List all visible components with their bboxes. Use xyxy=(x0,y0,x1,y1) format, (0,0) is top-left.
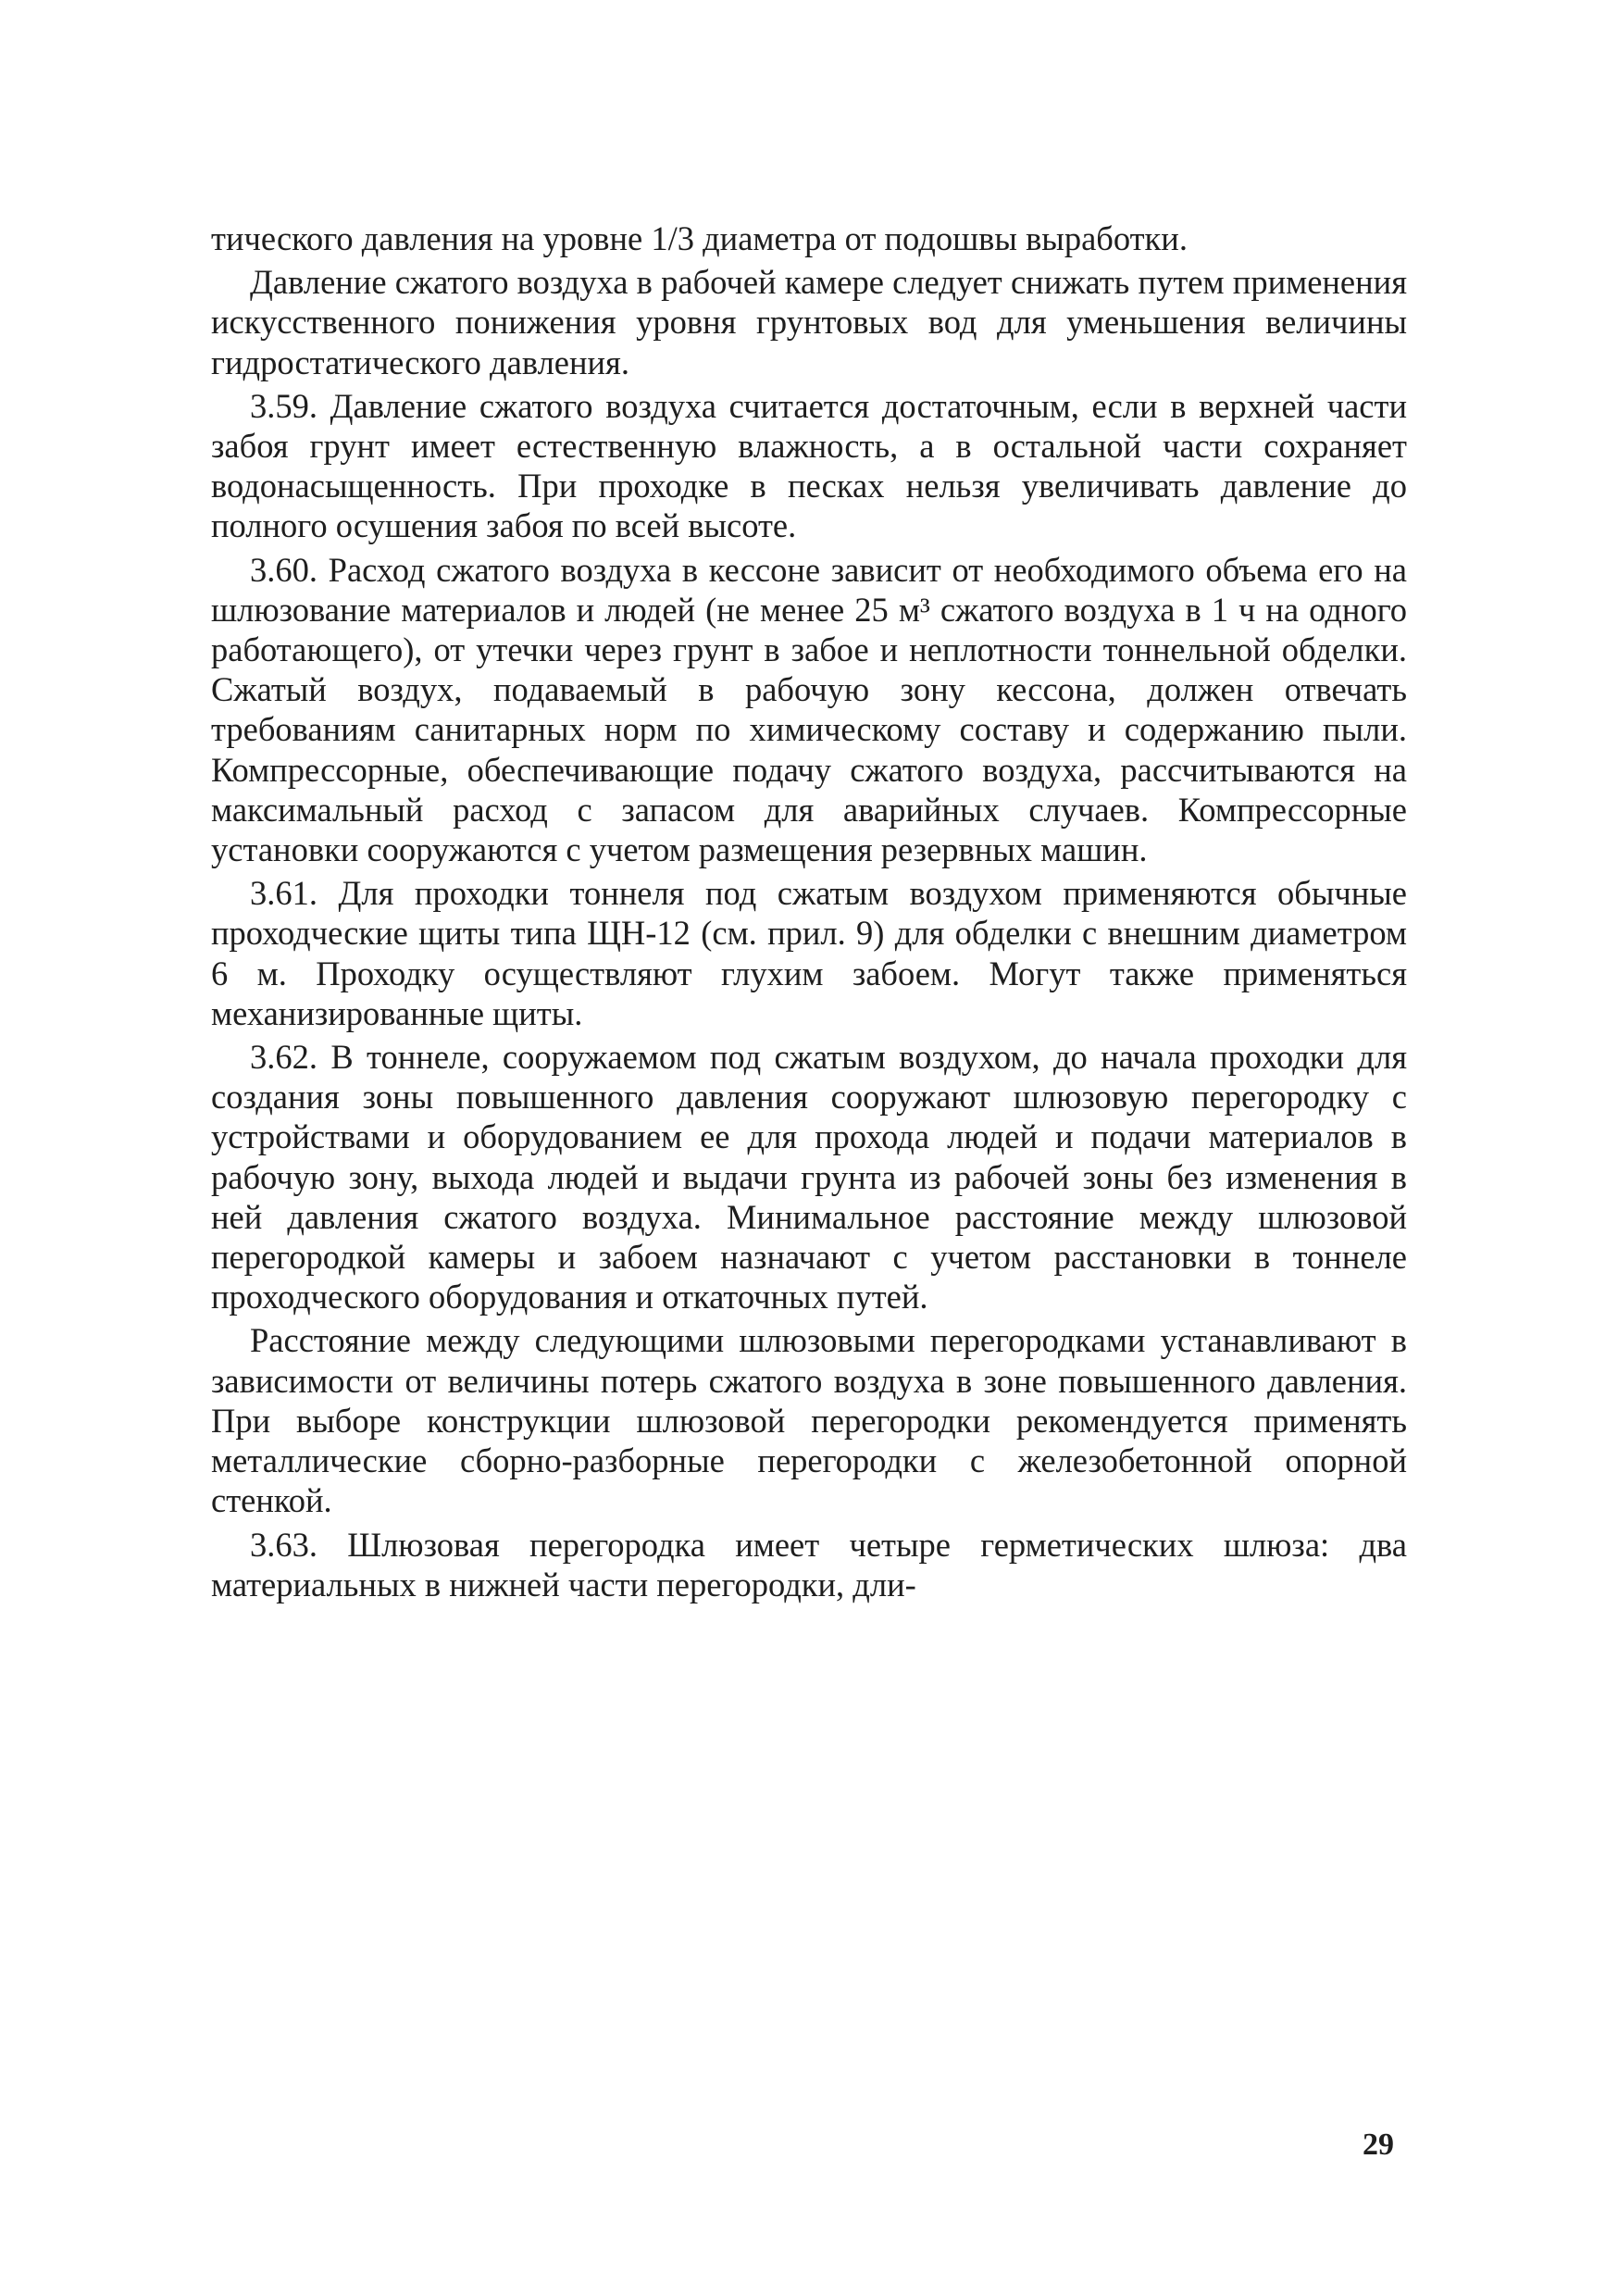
body-text xyxy=(211,218,1407,1604)
paragraph-3-63: 3.63. Шлюзовая перегородка имеет четыре герметических шлюза: два материальных в нижней части перегородки, дли- xyxy=(211,1525,1407,1603)
page-number: 29 xyxy=(1363,2128,1394,2162)
paragraph-3-62: 3.62. В тоннеле, сооружаемом под сжатым воздухом, до начала проходки для создания зоны повышенного давления сооружают шлюзовую перегородку с устройствами и оборудованием ее для прохода людей и подачи материалов в рабочую зону, выхода людей и выдачи грунта из рабочей зоны без изменения в ней давления сжатого воздуха. Минимальное расстояние между шлюзовой перегородкой камеры и забоем назначают с учетом расстановки в тоннеле проходческого оборудования и откаточных путей. xyxy=(211,1038,1407,1316)
paragraph-3-61: 3.61. Для проходки тоннеля под сжатым воздухом применяются обычные проходческие щиты типа ЩН-12 (см. прил. 9) для обделки с внешним диаметром 6 м. Проходку осуществляют глухим забоем. Могут также применяться механизированные щиты. xyxy=(211,874,1407,1032)
paragraph-lock-partitions: Расстояние между следующими шлюзовыми перегородками устанавливают в зависимости от величины потерь сжатого воздуха в зоне повышенного давления. При выборе конструкции шлюзовой перегородки рекомендуется применять металлические сборно-разборные перегородки с железобетонной опорной стенкой. xyxy=(211,1321,1407,1520)
paragraph-3-59: 3.59. Давление сжатого воздуха считается достаточным, если в верхней части забоя грунт имеет естественную влажность, а в остальной части сохраняет водонасыщенность. При проходке в песках нельзя увеличивать давление до полного осушения забоя по всей высоте. xyxy=(211,386,1407,545)
paragraph-3-60: 3.60. Расход сжатого воздуха в кессоне зависит от необходимого объема его на шлюзование материалов и людей (не менее 25 м³ сжатого воздуха в 1 ч на одного работающего), от утечки через грунт в забое и неплотности тоннельной обделки. Сжатый воздух, подаваемый в рабочую зону кессона, должен отвечать требованиям санитарных норм по химическому составу и содержанию пыли. Компрессорные, обеспечивающие подачу сжатого воздуха, рассчитываются на максимальный расход с запасом для аварийных случаев. Компрессорные установки сооружаются с учетом размещения резервных машин. xyxy=(211,550,1407,869)
paragraph-continuation: тического давления на уровне 1/3 диаметра от подошвы выработки. xyxy=(211,219,1188,257)
paragraph-compressed-air-pressure: Давление сжатого воздуха в рабочей камере следует снижать путем применения искусственного понижения уровня грунтовых вод для уменьшения величины гидростатического давления. xyxy=(211,263,1407,381)
